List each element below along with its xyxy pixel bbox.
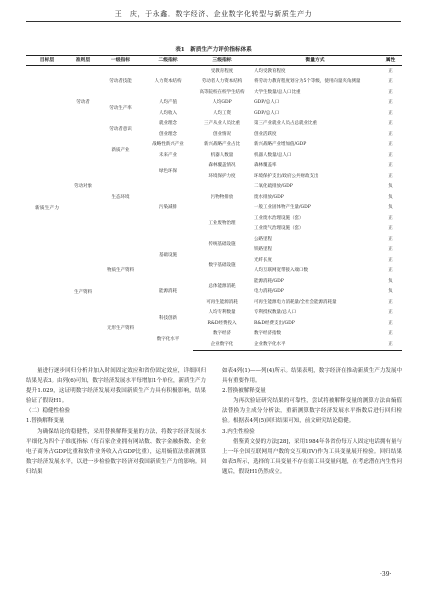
table-cell: 废水排放/GDP bbox=[254, 194, 284, 200]
running-header: 王 庆，于永鑫．数字经济、企业数字化转型与新质生产力 bbox=[114, 10, 313, 18]
table-cell: 能源消耗 bbox=[159, 289, 177, 295]
table-cell: 环境保护支出/政府公共财政支出 bbox=[254, 173, 319, 179]
table-cell: 正 bbox=[388, 299, 393, 305]
table-cell: 劳动者人力资本结构 bbox=[201, 79, 243, 85]
table-cell: 人均互联网宽带接入端口数 bbox=[254, 268, 308, 274]
table-cell: 电力消耗/GDP bbox=[254, 289, 284, 295]
table-cell: 正 bbox=[388, 131, 393, 137]
table-cell: 劳动者技能 bbox=[109, 79, 132, 85]
table-cell: 正 bbox=[388, 173, 393, 179]
table-cell: 正 bbox=[388, 236, 393, 242]
table-cell: 二氧化硫排放/GDP bbox=[254, 184, 293, 190]
table-cell: 生态环境 bbox=[111, 194, 130, 200]
table-cell: 创业活跃度 bbox=[254, 131, 277, 137]
table-cell: 绿色环保 bbox=[159, 168, 177, 174]
table-cell: 机器人数量/总人口 bbox=[254, 152, 292, 158]
table-cell: 正 bbox=[388, 110, 393, 116]
table-cell: 正 bbox=[379, 339, 402, 350]
table-cell: 新兴战略产业增加值/GDP bbox=[254, 142, 307, 148]
table-cell: 战略性新兴产业 bbox=[152, 142, 184, 148]
table-cell: 未来产业 bbox=[159, 152, 177, 158]
column-header: 目标层 bbox=[26, 56, 68, 66]
table-cell: 正 bbox=[388, 331, 393, 337]
table-cell: 正 bbox=[388, 257, 393, 263]
table-cell: 劳动者 bbox=[76, 100, 90, 106]
right-column-text bbox=[222, 366, 402, 477]
left-column-text bbox=[26, 366, 206, 477]
table-cell: 数字经济指数 bbox=[254, 331, 281, 337]
table-cell: 正 bbox=[388, 100, 393, 106]
body-paragraph: 为再次验证研究结果的可靠性，尝试将被解释变量的测算方法由熵值法替换为主成分分析法，重新测算数字经济发展水平指数后进行回归检验。根据表4列(5)回归结果可知，前文研究结论稳健。 bbox=[222, 398, 402, 425]
table-cell: 受教育程度 bbox=[210, 68, 234, 74]
table-cell: 创业理念 bbox=[159, 131, 177, 137]
table-cell: 负 bbox=[388, 289, 393, 295]
table-caption: 表1 新质生产力评价指标体系 bbox=[175, 47, 252, 53]
table-cell: 正 bbox=[388, 320, 393, 326]
table-cell: 大学生数量/总人口比重 bbox=[254, 89, 301, 95]
table-body bbox=[26, 66, 402, 351]
table-cell: 正 bbox=[388, 163, 393, 169]
table-cell: 正 bbox=[388, 310, 393, 316]
table-cell: 正 bbox=[388, 152, 393, 158]
table-cell: 正 bbox=[388, 142, 393, 148]
table-cell: 正 bbox=[388, 247, 393, 253]
table-cell: 人均工资 bbox=[213, 110, 231, 116]
table-header-row bbox=[26, 56, 402, 66]
header-rule bbox=[26, 21, 401, 22]
table-cell: 机器人数量 bbox=[210, 152, 234, 158]
table-cell: 企业数字化 bbox=[193, 339, 251, 350]
table-cell: 能源消耗/GDP bbox=[254, 278, 284, 284]
table-cell: 正 bbox=[388, 215, 393, 221]
table-cell: 正 bbox=[388, 89, 393, 95]
table-cell: 专利授权数量/总人口 bbox=[254, 310, 297, 316]
table-cell: 可再生能源电力消耗量/全社会能源消耗量 bbox=[254, 299, 337, 305]
table-cell: 人力资本结构 bbox=[154, 79, 182, 85]
column-header: 一级指标 bbox=[98, 56, 143, 66]
table-cell: 传统基础设施 bbox=[208, 242, 236, 248]
table-cell: 劳动者意识 bbox=[109, 126, 132, 132]
table-cell: 新质产业 bbox=[111, 147, 130, 153]
table-cell: 工业废物治理 bbox=[208, 221, 236, 227]
table-cell: 第三产业就业人员占总就业比重 bbox=[254, 121, 317, 127]
table-cell: 正 bbox=[388, 68, 393, 74]
table-cell: 可再生能源消耗 bbox=[206, 299, 238, 305]
table-cell: 公路里程 bbox=[254, 236, 272, 242]
body-paragraph: 为确保结论的稳健性，采用替换解释变量的方法，将数字经济发展水平细化为四个子维度指标（每百家企业拥有网站数、数字金融指数、企业电子商务占GDP比重和软件业务收入占GDP比重），运用熵值法重新测算数字经济发展水平，以进一步检验数字经济对我国新质生产力的影响。回归结果 bbox=[26, 428, 206, 475]
table-row bbox=[26, 66, 402, 77]
table-cell: 环境保护力度 bbox=[208, 173, 236, 179]
indicator-table bbox=[26, 55, 402, 351]
table-cell: 生产资料 bbox=[74, 289, 92, 295]
table-cell: 森林覆盖情况 bbox=[208, 163, 236, 169]
section-line: 如表4列(1)——列(4)所示。结果表明，数字经济在推动新质生产力发展中具有重要作用。 bbox=[222, 368, 402, 385]
column-header: 三级指标 bbox=[193, 56, 251, 66]
table-cell: 污物物排放 bbox=[210, 194, 234, 200]
table-cell: 负 bbox=[388, 194, 393, 200]
section-line: 3.内生性检验 bbox=[222, 428, 255, 435]
column-header: 衡量方式 bbox=[251, 56, 379, 66]
body-paragraph: 借鉴黄文晏的方法[28]，采用1984年各省份每万人固定电话拥有量与上一年全国互联网用户数的交互项(IV)作为工具变量展开检验。回归结果如表5所示，选择的工具变量不存在弱工具变量问题，在考虑潜在内生性问题后，假设H1仍然成立。 bbox=[222, 438, 402, 475]
table-cell: GDP/总人口 bbox=[254, 110, 280, 116]
table-cell: 人均专利数量 bbox=[208, 310, 236, 316]
table-cell: 人均收入 bbox=[159, 110, 177, 116]
table-cell: 负 bbox=[388, 184, 393, 190]
table-cell: R&D经费支出/GDP bbox=[254, 320, 295, 326]
table-cell: 工业废气治理设施（套） bbox=[254, 226, 304, 232]
table-cell: 污染减排 bbox=[159, 205, 177, 211]
table-cell: 光纤长度 bbox=[254, 257, 272, 263]
table-cell: 工业废水治理设施（套） bbox=[254, 215, 304, 221]
table-cell: 就业理念 bbox=[159, 121, 177, 127]
table-cell: 企业数字化水平 bbox=[251, 339, 379, 350]
table-cell: 正 bbox=[388, 121, 393, 127]
table-cell: 正 bbox=[388, 268, 393, 274]
table-cell: 一般工业固体物产生量/GDP bbox=[254, 205, 311, 211]
table-cell: 科技创新 bbox=[159, 315, 177, 321]
table-cell: 创业情况 bbox=[213, 131, 231, 137]
table-cell: R&D经费投入 bbox=[207, 320, 237, 326]
table-cell: 人均受教育程度 bbox=[254, 68, 286, 74]
table-cell: 人均产值 bbox=[159, 100, 177, 106]
body-paragraph: 量进行逐步回归分析并加入时间固定效应和省份固定效应，详细回归结果见表3。由列(6)可知，数字经济发展水平每增加1个单位，新质生产力提升1.029，这证明数字经济发展对我国新质生产力具有积极影响，结果验证了假设H1。 bbox=[26, 368, 206, 405]
table-cell: 将劳动力教育程度划分为5个等级，使用向量夹角测量 bbox=[254, 79, 361, 85]
table-row bbox=[26, 234, 402, 245]
page-number: ·39· bbox=[380, 571, 392, 578]
table-cell: 数字经济 bbox=[213, 331, 231, 337]
table-cell: 数字化水平 bbox=[156, 336, 180, 342]
table-cell: 铁路里程 bbox=[254, 247, 272, 253]
section-line: 1.替换解释变量 bbox=[26, 418, 65, 425]
table-cell: 基础设施 bbox=[159, 252, 177, 258]
section-line: 2.替换被解释变量 bbox=[222, 388, 266, 395]
table-cell: 人均GDP bbox=[212, 100, 232, 106]
table-cell: 负 bbox=[388, 278, 393, 284]
column-header: 准则层 bbox=[68, 56, 98, 66]
section-line: （二）稳健性检验 bbox=[26, 408, 71, 415]
table-row bbox=[26, 140, 402, 151]
table-cell: 数字基础设施 bbox=[208, 263, 236, 269]
table-cell: 三产从业人员比重 bbox=[204, 121, 240, 127]
table-cell: 总体能源消耗 bbox=[208, 284, 236, 290]
column-header: 二级指标 bbox=[143, 56, 193, 66]
table-cell: 正 bbox=[388, 79, 393, 85]
table-cell: 新兴战略产业占比 bbox=[204, 142, 240, 148]
table-cell: 高等院校在校学生结构 bbox=[199, 89, 245, 95]
table-cell: 新质生产力 bbox=[35, 205, 59, 211]
table-cell: GDP/总人口 bbox=[254, 100, 280, 106]
table-cell: 劳动生产率 bbox=[109, 105, 132, 111]
table-cell: 无形生产资料 bbox=[107, 326, 134, 332]
table-cell: 物质生产资料 bbox=[107, 268, 134, 274]
column-header: 属性 bbox=[379, 56, 402, 66]
table-cell: 森林覆盖率 bbox=[254, 163, 277, 169]
table-cell: 正 bbox=[388, 226, 393, 232]
table-cell: 劳动对象 bbox=[74, 184, 92, 190]
table-cell: 负 bbox=[388, 205, 393, 211]
